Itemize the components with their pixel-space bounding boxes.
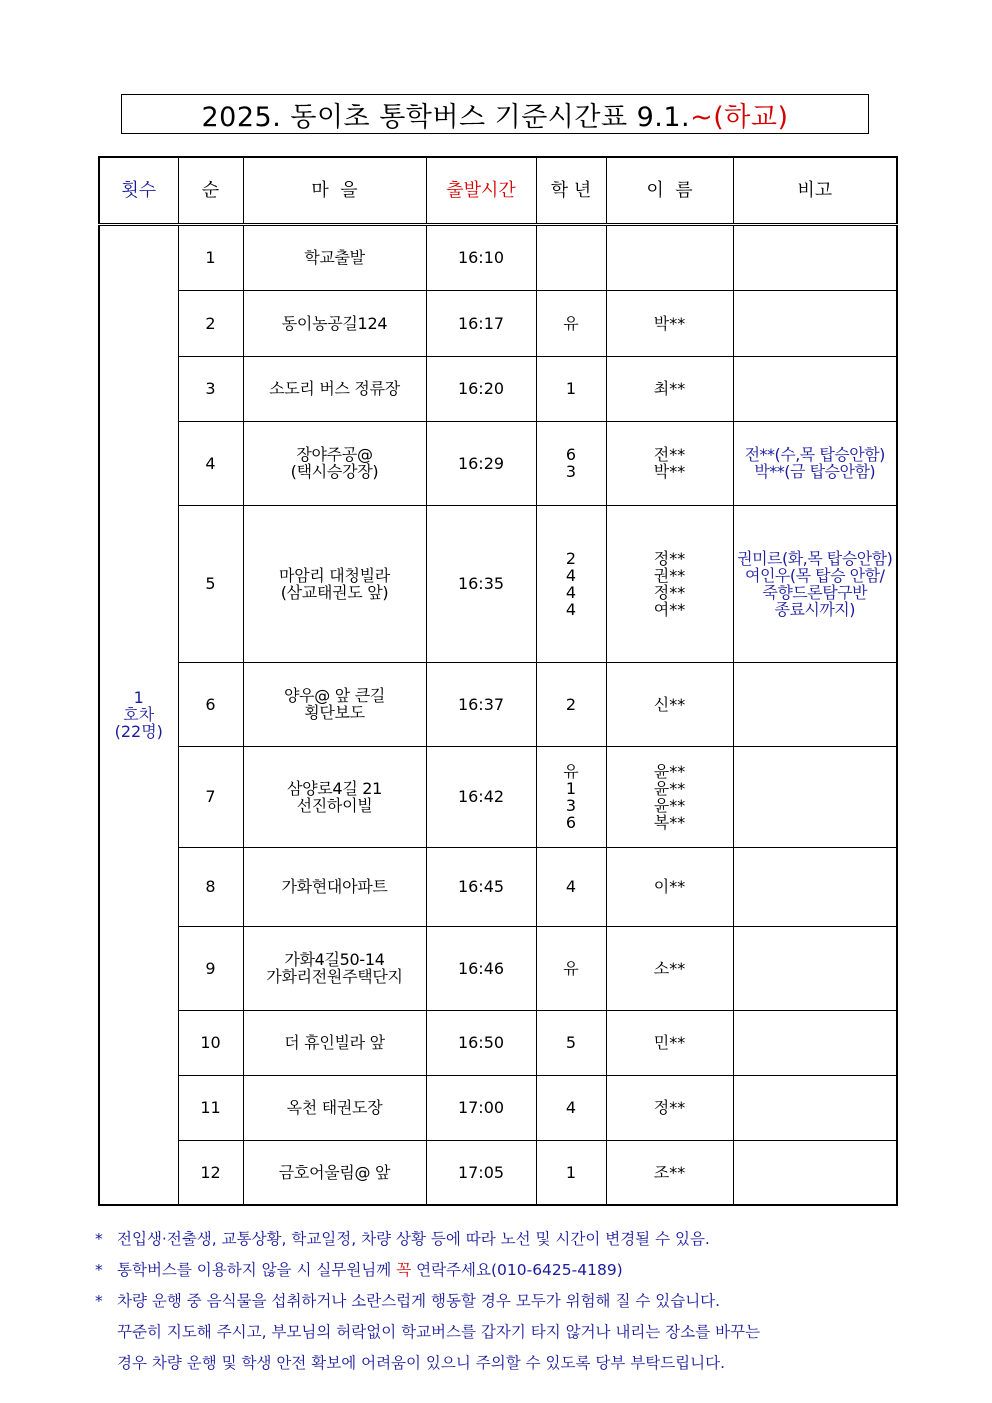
village-cell-line: 동이농공길124 <box>281 313 388 333</box>
name-cell <box>606 1075 733 1140</box>
remarks-cell <box>733 847 897 926</box>
header-grade: 학 년 <box>536 157 606 224</box>
seq-cell: 9 <box>178 926 243 1010</box>
time-cell: 16:35 <box>426 505 536 662</box>
grade-cell-line: 2 <box>565 694 577 714</box>
trip-line: (22명) <box>114 722 163 742</box>
grade-cell-line: 3 <box>565 462 577 481</box>
village-cell <box>243 1140 426 1205</box>
grade-cell <box>536 505 606 662</box>
village-cell-line: 가화4길50-14 <box>284 950 385 969</box>
village-cell-line: 양우@ 앞 큰길 <box>283 686 386 705</box>
header-village: 마 을 <box>243 157 426 224</box>
name-cell-line: 신** <box>653 694 686 714</box>
seq-cell: 3 <box>178 356 243 421</box>
remarks-cell <box>733 290 897 356</box>
note-bullet: * <box>95 1261 103 1279</box>
time-cell: 16:42 <box>426 746 536 847</box>
name-cell-line: 최** <box>653 379 686 398</box>
name-cell <box>606 662 733 746</box>
table-row <box>99 224 897 290</box>
name-cell <box>606 1140 733 1205</box>
note-2: * 통학버스를 이용하지 않을 시 실무원님께 꼭 연락주세요(010-6425-4189) <box>95 1255 915 1286</box>
bus-schedule-table <box>98 156 898 1206</box>
trip-line: 1 <box>133 688 144 708</box>
table-row <box>99 746 897 847</box>
village-cell-line: 장야주공@ <box>296 445 373 464</box>
table-row <box>99 421 897 505</box>
name-cell <box>606 1010 733 1075</box>
seq-cell: 5 <box>178 505 243 662</box>
time-cell: 17:05 <box>426 1140 536 1205</box>
table-row <box>99 1075 897 1140</box>
title-main: 2025. 동이초 통학버스 기준시간표 9.1. <box>201 101 691 133</box>
remarks-cell <box>733 662 897 746</box>
note-bullet: * <box>95 1292 103 1310</box>
village-cell <box>243 1010 426 1075</box>
title-suffix: ~(하교) <box>690 101 789 133</box>
time-cell: 16:37 <box>426 662 536 746</box>
seq-cell: 7 <box>178 746 243 847</box>
remarks-cell-line: 여인우(목 탑승 안함/ <box>745 565 885 585</box>
name-cell-line: 민** <box>653 1033 686 1052</box>
village-cell-line: 학교출발 <box>304 248 365 267</box>
grade-cell <box>536 662 606 746</box>
grade-cell-line: 1 <box>565 379 577 398</box>
name-cell <box>606 224 733 290</box>
table-row <box>99 847 897 926</box>
note-3: * 차량 운행 중 음식물을 섭취하거나 소란스럽게 행동할 경우 모두가 위험해 질 수 있습니다. <box>95 1286 915 1317</box>
grade-cell-line: 2 <box>565 548 577 568</box>
grade-cell-line: 3 <box>565 795 577 815</box>
grade-cell-line: 유 <box>563 958 579 978</box>
seq-cell: 12 <box>178 1140 243 1205</box>
village-cell-line: 가화현대아파트 <box>281 877 388 896</box>
village-cell-line: 삼양로4길 21 <box>286 778 383 798</box>
name-cell-line: 이** <box>653 877 686 896</box>
name-cell-line: 권** <box>653 565 686 585</box>
grade-cell <box>536 356 606 421</box>
village-cell-line: 마암리 대청빌라 <box>279 565 390 585</box>
village-cell <box>243 662 426 746</box>
header-departure: 출발시간 <box>426 157 536 224</box>
seq-cell: 10 <box>178 1010 243 1075</box>
table-row <box>99 356 897 421</box>
remarks-cell-line: 권미르(화,목 탑승안함) <box>737 548 893 568</box>
village-cell-line: 소도리 버스 정류장 <box>269 379 400 398</box>
grade-cell-line: 4 <box>565 1098 577 1117</box>
name-cell-line: 정** <box>653 582 686 602</box>
trip-line: 호차 <box>123 705 155 725</box>
seq-cell: 1 <box>178 224 243 290</box>
name-cell-line: 복** <box>653 812 686 832</box>
village-cell <box>243 224 426 290</box>
time-cell: 16:20 <box>426 356 536 421</box>
name-cell-line: 박** <box>653 462 686 481</box>
grade-cell <box>536 421 606 505</box>
grade-cell-line: 4 <box>565 877 577 896</box>
seq-cell: 6 <box>178 662 243 746</box>
remarks-cell <box>733 421 897 505</box>
seq-cell: 2 <box>178 290 243 356</box>
grade-cell-line: 4 <box>565 582 577 602</box>
table-row <box>99 662 897 746</box>
grade-cell <box>536 1140 606 1205</box>
table-header-row <box>99 157 897 224</box>
name-cell-line: 윤** <box>653 778 686 798</box>
remarks-cell <box>733 926 897 1010</box>
village-cell <box>243 505 426 662</box>
grade-cell <box>536 1075 606 1140</box>
village-cell-line: 금호어울림@ 앞 <box>278 1162 391 1182</box>
village-cell <box>243 926 426 1010</box>
grade-cell <box>536 746 606 847</box>
village-cell-line: 선진하이빌 <box>296 795 373 815</box>
village-cell-line: (택시승강장) <box>290 462 379 481</box>
village-cell-line: 횡단보도 <box>304 703 365 722</box>
remarks-cell <box>733 1140 897 1205</box>
name-cell <box>606 926 733 1010</box>
notes-section <box>95 1224 915 1379</box>
name-cell <box>606 505 733 662</box>
name-cell-line: 전** <box>653 445 686 464</box>
name-cell-line: 정** <box>653 548 686 568</box>
seq-cell: 8 <box>178 847 243 926</box>
page-title <box>121 94 869 134</box>
header-name: 이 름 <box>606 157 733 224</box>
remarks-cell <box>733 1075 897 1140</box>
name-cell-line: 조** <box>653 1162 686 1182</box>
grade-cell-line: 4 <box>565 599 577 619</box>
table-row <box>99 1140 897 1205</box>
name-cell-line: 여** <box>653 599 686 619</box>
name-cell-line: 박** <box>653 313 686 333</box>
name-cell <box>606 746 733 847</box>
village-cell <box>243 847 426 926</box>
header-remarks: 비고 <box>733 157 897 224</box>
remarks-cell-line: 죽향드론탐구반 <box>762 582 868 602</box>
remarks-cell <box>733 1010 897 1075</box>
remarks-cell <box>733 505 897 662</box>
name-cell <box>606 421 733 505</box>
trip-cell <box>99 224 178 1205</box>
name-cell-line: 윤** <box>653 761 686 781</box>
grade-cell <box>536 926 606 1010</box>
village-cell-line: 옥천 태권도장 <box>286 1098 383 1117</box>
grade-cell <box>536 847 606 926</box>
grade-cell-line: 1 <box>565 778 577 798</box>
name-cell <box>606 356 733 421</box>
village-cell-line: (삼교태권도 앞) <box>280 582 389 602</box>
table-row <box>99 926 897 1010</box>
table-row <box>99 1010 897 1075</box>
time-cell: 16:46 <box>426 926 536 1010</box>
table-row <box>99 505 897 662</box>
note-bullet: * <box>95 1230 103 1248</box>
time-cell: 16:17 <box>426 290 536 356</box>
village-cell-line: 더 휴인빌라 앞 <box>284 1033 385 1052</box>
time-cell: 16:45 <box>426 847 536 926</box>
name-cell-line: 소** <box>653 958 686 978</box>
village-cell <box>243 290 426 356</box>
time-cell: 16:10 <box>426 224 536 290</box>
note-3-continued-a: 꾸준히 지도해 주시고, 부모님의 허락없이 학교버스를 갑자기 타지 않거나 내리는 장소를 바꾸는 <box>117 1323 761 1341</box>
village-cell <box>243 746 426 847</box>
grade-cell-line: 6 <box>565 445 577 464</box>
remarks-cell-line: 전**(수,목 탑승안함) <box>744 445 885 464</box>
grade-cell-line: 4 <box>565 565 577 585</box>
name-cell-line: 정** <box>653 1098 686 1117</box>
grade-cell-line: 유 <box>563 313 579 333</box>
name-cell <box>606 847 733 926</box>
name-cell-line: 윤** <box>653 795 686 815</box>
village-cell <box>243 356 426 421</box>
table-row <box>99 290 897 356</box>
note-emphasis: 꼭 <box>396 1261 412 1279</box>
remarks-cell-line: 종료시까지) <box>774 599 856 619</box>
remarks-cell <box>733 224 897 290</box>
village-cell <box>243 1075 426 1140</box>
village-cell <box>243 421 426 505</box>
grade-cell-line: 6 <box>565 812 577 832</box>
header-trip: 횟수 <box>99 157 178 224</box>
remarks-cell <box>733 746 897 847</box>
time-cell: 16:29 <box>426 421 536 505</box>
seq-cell: 4 <box>178 421 243 505</box>
header-seq: 순 <box>178 157 243 224</box>
village-cell-line: 가화리전원주택단지 <box>266 967 403 986</box>
seq-cell: 11 <box>178 1075 243 1140</box>
time-cell: 16:50 <box>426 1010 536 1075</box>
note-1: * 전입생·전출생, 교통상황, 학교일정, 차량 상황 등에 따라 노선 및 시간이 변경될 수 있음. <box>95 1224 915 1255</box>
grade-cell <box>536 224 606 290</box>
name-cell <box>606 290 733 356</box>
grade-cell-line: 유 <box>563 761 579 781</box>
grade-cell-line: 5 <box>565 1033 577 1052</box>
time-cell: 17:00 <box>426 1075 536 1140</box>
grade-cell <box>536 290 606 356</box>
grade-cell-line: 1 <box>565 1162 577 1182</box>
remarks-cell-line: 박**(금 탑승안함) <box>754 462 876 481</box>
note-3-continued-b: 경우 차량 운행 및 학생 안전 확보에 어려움이 있으니 주의할 수 있도록 당부 부탁드립니다. <box>117 1354 726 1372</box>
grade-cell <box>536 1010 606 1075</box>
remarks-cell <box>733 356 897 421</box>
